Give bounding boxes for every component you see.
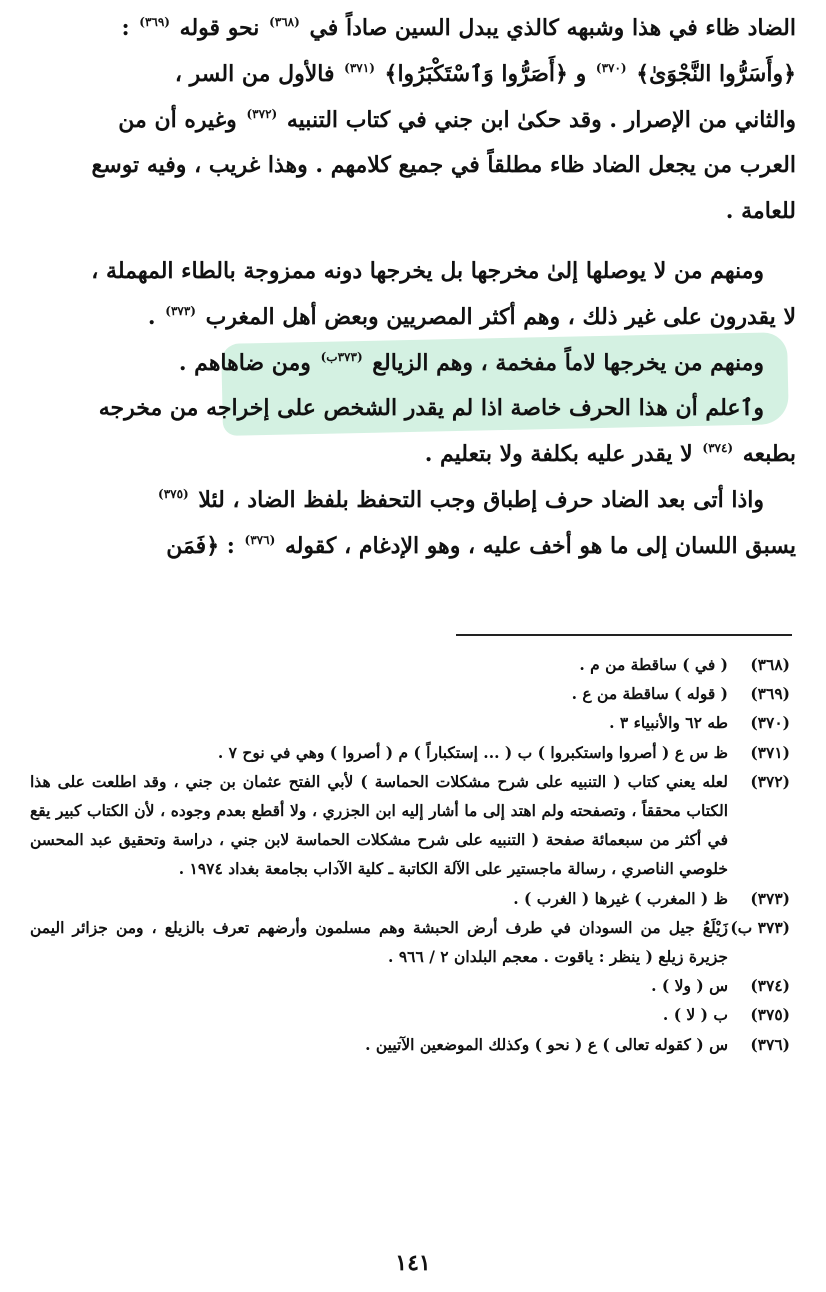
footnote-ref[interactable]: (٣٧٦)	[244, 532, 276, 547]
footnote-item	[30, 650, 790, 679]
text-line: والثاني من الإصرار . وقد حكىٰ ابن جني في كتاب التنبيه $^{(٣٧٢)}$ وغيره أن من	[118, 106, 796, 133]
footnote-ref[interactable]: (٣٧٤)	[702, 441, 734, 456]
text-line: وٱعلم أن هذا الحرف خاصة اذا لم يقدر الشخص على إخراجه من مخرجه	[98, 395, 764, 422]
text-line: لا يقدرون على غير ذلك ، وهم أكثر المصريين وبعض أهل المغرب $^{(٣٧٣)}$ .	[147, 303, 796, 330]
footnote-text: لعله يعني كتاب ( التنبيه على شرح مشكلات الحماسة ) لأبي الفتح عثمان بن جني ، وقد اطلعت على هذا الكتاب محققاً ، وتصفحته ولم اهتد إلى ما أشار إليه ابن الجزري ، ولا أقطع بعدم وجوده ، لأن الكتاب كبير يقع في أكثر من سبعمائة صفحة ( التنبيه على شرح مشكلات الحماسة لابن جني ، دراسة وتحقيق عبد المحسن خلوصي الناصري ، رسالة ماجستير على الآلة الكاتبة ـ كلية الآداب بجامعة بغداد ١٩٧٤ .	[30, 771, 728, 879]
footnotes	[30, 650, 790, 1059]
text-line: واذا أتى بعد الضاد حرف إطباق وجب التحفظ بلفظ الضاد ، لئلا $^{(٣٧٥)}$	[158, 486, 764, 513]
footnote-text: س ( ولا ) .	[651, 976, 728, 996]
text-line: ﴿وأَسَرُّوا النَّجْوَىٰ﴾ $^{(٣٧٠)}$ و ﴿أَصَرُّوا وَٱسْتَكْبَرُوا﴾ $^{(٣٧١)}$ فالأول من السر ،	[174, 60, 796, 87]
footnote-text: طه ٦٢ والأنبياء ٣ .	[609, 713, 728, 733]
footnote-text: ظ ( المغرب ) غيرها ( الغرب ) .	[513, 888, 728, 908]
footnote-item	[30, 738, 790, 767]
footnote-number: (٣٦٩)	[750, 684, 790, 704]
footnote-number: (٣٧٣ ب)	[730, 917, 790, 937]
highlighted-line: ومنهم من يخرجها لاماً مفخمة ، وهم الزيالع $^{(٣٧٣ب)}$ ومن ضاهاهم .	[178, 349, 764, 376]
footnote-ref[interactable]: (٣٧٣ب)	[320, 349, 363, 364]
footnote-ref[interactable]: (٣٧٠)	[595, 60, 627, 75]
footnote-text: ب ( لا ) .	[662, 1005, 728, 1025]
footnote-number: (٣٦٨)	[750, 655, 790, 674]
footnote-ref[interactable]: (٣٧٥)	[158, 486, 189, 501]
footnote-item	[30, 1030, 790, 1059]
text-line: يسبق اللسان إلى ما هو أخف عليه ، وهو الإدغام ، كقوله $^{(٣٧٦)}$ : ﴿فَمَن	[166, 532, 796, 559]
text-line: ومنهم من لا يوصلها إلىٰ مخرجها بل يخرجها دونه ممزوجة بالطاء المهملة ،	[91, 257, 764, 284]
footnote-item	[30, 884, 790, 913]
footnote-ref[interactable]: (٣٧٢)	[246, 106, 278, 121]
footnote-ref[interactable]: (٣٦٨)	[269, 15, 300, 29]
text-line: الضاد ظاء في هذا وشبهه كالذي يبدل السين صاداً في $^{(٣٦٨)}$ نحو قوله $^{(٣٦٩)}$ :	[121, 15, 796, 41]
text-line: بطبعه $^{(٣٧٤)}$ لا يقدر عليه بكلفة ولا بتعليم .	[424, 441, 796, 468]
footnote-separator	[456, 634, 792, 636]
text-line: العرب من يجعل الضاد ظاء مطلقاً في جميع كلامهم . وهذا غريب ، وفيه توسع	[91, 152, 796, 179]
footnote-ref[interactable]: (٣٧٣)	[165, 303, 196, 318]
page-number: ١٤١	[395, 1250, 431, 1276]
footnote-ref[interactable]: (٣٧١)	[344, 60, 375, 75]
footnote-ref[interactable]: (٣٦٩)	[139, 15, 170, 29]
footnote-item	[30, 767, 790, 884]
text-line: للعامة .	[725, 198, 796, 225]
footnote-text: س ( كقوله تعالى ) ع ( نحو ) وكذلك الموضعين الآتيين .	[365, 1034, 728, 1054]
footnote-text: زَيْلَعُ جيل من السودان في طرف أرض الحبشة وهم مسلمون وأرضهم تعرف بالزيلع ، ومن جزائر اليمن جزيرة زيلع ( ينظر : ياقوت . معجم البلدان ٢ / ٩٦٦ .	[30, 917, 728, 967]
footnote-item	[30, 679, 790, 708]
footnote-number: (٣٧٢)	[750, 771, 790, 791]
footnote-text: ( في ) ساقطة من م .	[579, 655, 728, 674]
footnote-text: ظ س ع ( أصروا واستكبروا ) ب ( ... إستكباراً ) م ( أصروا ) وهي في نوح ٧ .	[217, 742, 728, 762]
footnote-number: (٣٧٣)	[750, 888, 790, 908]
footnote-number: (٣٧٠)	[750, 713, 790, 733]
footnote-number: (٣٧٥)	[750, 1005, 790, 1025]
main-text	[30, 6, 796, 570]
footnote-text: ( قوله ) ساقطة من ع .	[571, 684, 728, 704]
footnote-item	[30, 1000, 790, 1029]
footnote-number: (٣٧١)	[750, 742, 790, 762]
footnote-item	[30, 971, 790, 1000]
footnote-number: (٣٧٤)	[750, 976, 790, 996]
footnote-number: (٣٧٦)	[750, 1034, 790, 1054]
footnote-item	[30, 708, 790, 737]
footnote-item	[30, 913, 790, 971]
